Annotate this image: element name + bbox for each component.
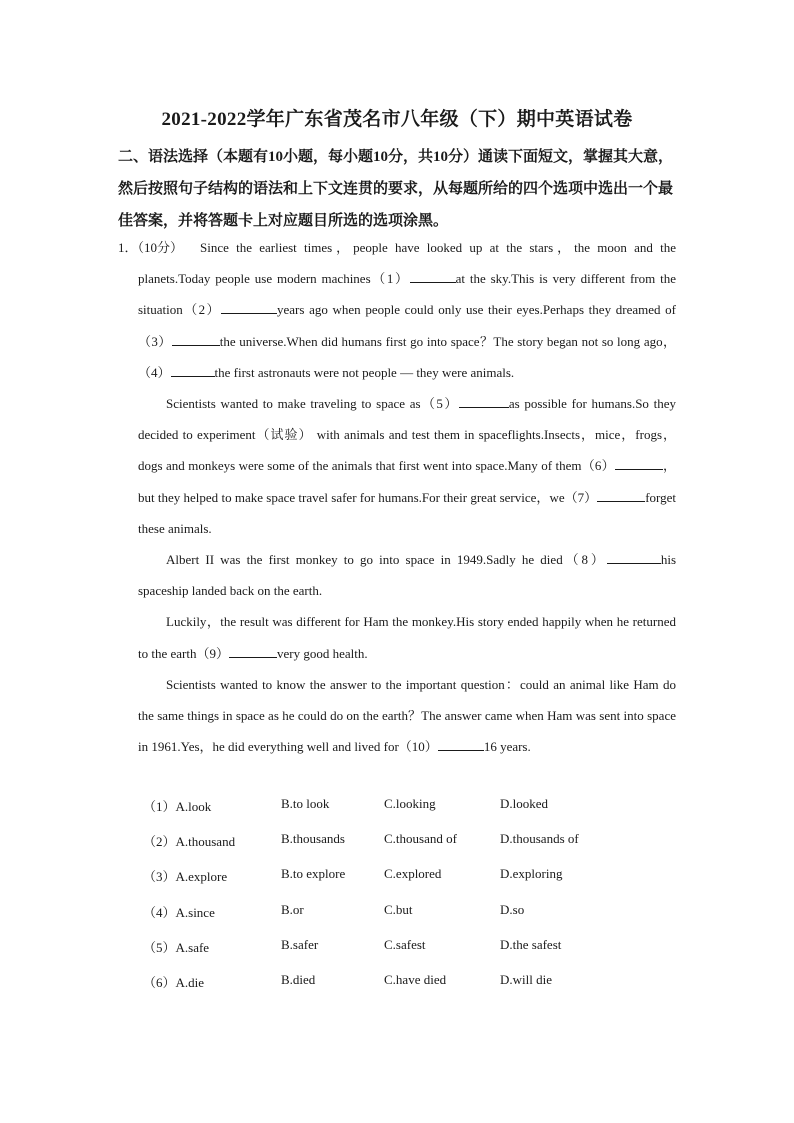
option-b: B.to look	[281, 796, 330, 811]
option-d: D.exploring	[500, 866, 563, 882]
section-heading: 二、语法选择（本题有10小题，每小题10分，共10分）通读下面短文，掌握其大意，然后按照句子结构的语法和上下文连贯的要求，从每题所给的四个选项中选出一个最佳答案，并将答题卡上对应题目所选的选项涂黑。	[118, 149, 674, 229]
option-b: B.to explore	[281, 866, 346, 882]
blank-3	[172, 332, 220, 346]
blank-4	[171, 363, 215, 377]
option-c: C.but	[384, 901, 413, 917]
option-b: B.or	[281, 901, 304, 917]
option-a: （4）A.since	[143, 904, 215, 920]
option-a: （3）A.explore	[143, 869, 228, 885]
blank-7	[597, 488, 645, 502]
option-d: D.so	[500, 901, 525, 917]
blank-5	[459, 394, 509, 408]
option-d: D.the safest	[500, 936, 562, 952]
blank-2	[221, 300, 277, 314]
blank-6	[615, 456, 663, 470]
option-d: D.will die	[500, 971, 552, 987]
option-b: B.thousands	[281, 831, 345, 847]
paragraph-4: Luckily，the result was different for Ham the monkey.His story ended happily when he returned to the earth（9） very good health.	[138, 614, 676, 661]
passage	[138, 232, 676, 762]
option-c: C.safest	[384, 936, 426, 952]
option-d: D.looked	[500, 796, 549, 811]
exam-title: 2021-2022学年广东省茂名市八年级（下）期中英语试卷	[161, 109, 633, 130]
option-b: B.died	[281, 971, 316, 987]
blank-9	[229, 644, 277, 658]
blank-8	[607, 550, 661, 564]
paragraph-3: Albert II was the first monkey to go into space in 1949.Sadly he died（8） his spaceship landed back on the earth.	[138, 552, 676, 599]
option-a: （5）A.safe	[143, 939, 210, 955]
option-c: C.looking	[384, 796, 436, 811]
option-c: C.have died	[384, 971, 447, 987]
question-number: 1．（10分）	[118, 240, 184, 255]
option-a: （6）A.die	[143, 974, 205, 990]
paragraph-5: Scientists wanted to know the answer to the important question：could an animal like Ham do the same things in space as he could do on the earth？The answer came when Ham was sent into space in 1961.Yes，he did everything well and lived for（10） 16 years.	[138, 676, 676, 755]
option-c: C.explored	[384, 866, 442, 882]
paragraph-1: Since the earliest times，people have looked up at the stars，the moon and the planets.Today people use modern machines（1） at the sky.This is very different from the situation（2） years ago when people could only use their eyes.Perhaps they dreamed of（3） the universe.When did humans first go into space？The story began not so long ago，（4） the first astronauts were not people — they were animals.	[138, 240, 676, 380]
option-b: B.safer	[281, 936, 319, 952]
option-a: （1）A.look	[143, 799, 212, 814]
blank-1	[410, 269, 456, 283]
option-d: D.thousands of	[500, 831, 579, 847]
paragraph-2: Scientists wanted to make traveling to space as（5） as possible for humans.So they decided to experiment（试验） with animals and test them in spaceflights.Insects，mice，frogs，dogs and monkeys were some of the animals that first went into space.Many of them（6） ，but they helped to make space travel safer for humans.For their great service，we（7） forget these animals.	[138, 396, 676, 536]
option-a: （2）A.thousand	[143, 834, 236, 850]
option-c: C.thousand of	[384, 831, 457, 847]
blank-10	[438, 737, 484, 751]
